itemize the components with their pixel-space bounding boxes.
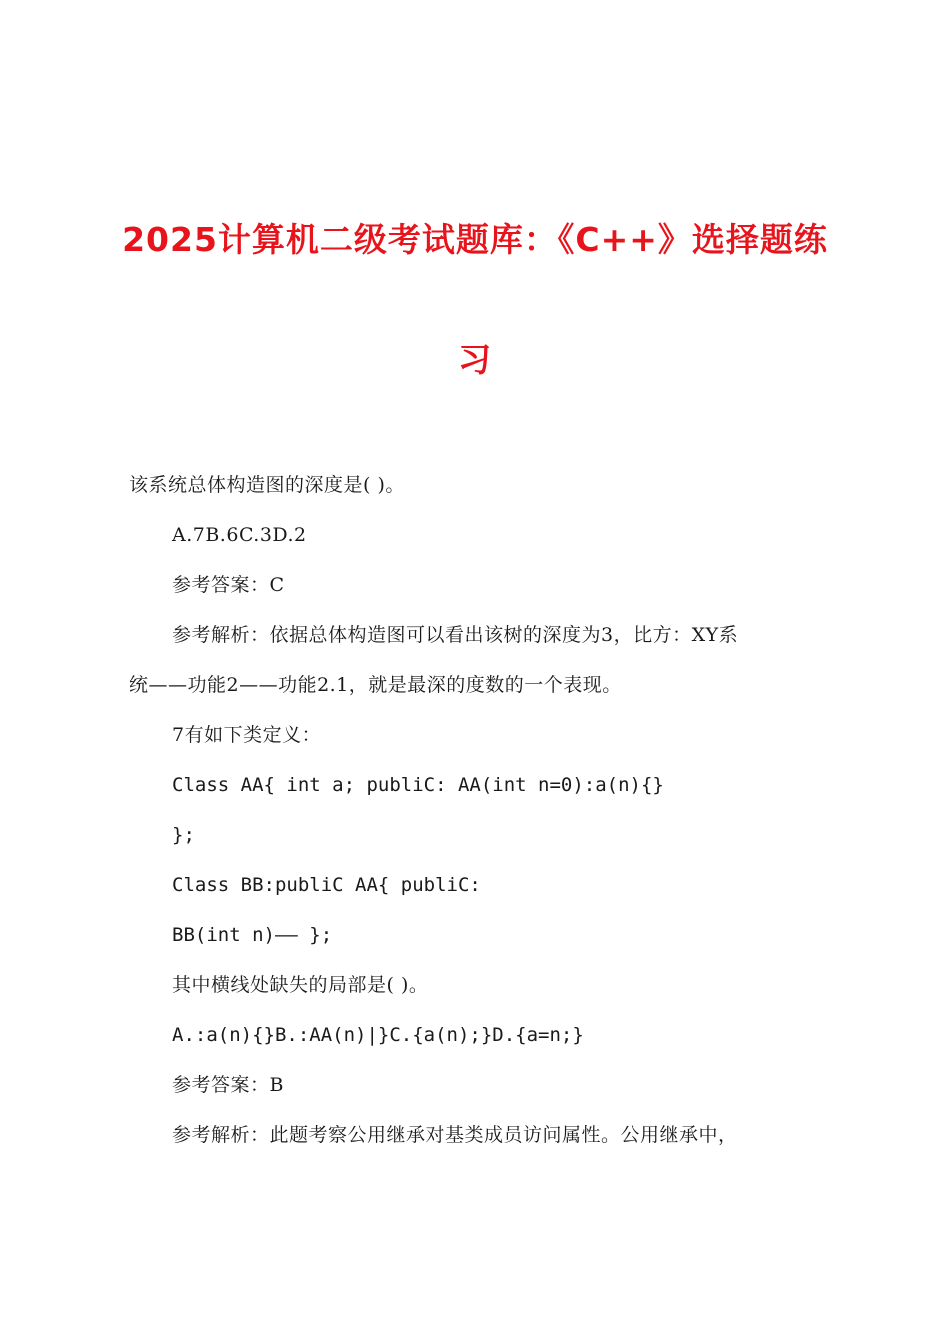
code-line-4: BB(int n)—— };	[172, 924, 333, 946]
reference-answer-7: 参考答案：B	[172, 1074, 284, 1096]
code-line-3: Class BB:publiC AA{ publiC:	[172, 874, 481, 896]
analysis-text: 参考解析：依据总体构造图可以看出该树的深度为3，比方：XY系	[172, 624, 739, 646]
question-7-text: 其中横线处缺失的局部是( )。	[172, 974, 429, 996]
question-7-options: A.:a(n){}B.:AA(n)|}C.{a(n);}D.{a=n;}	[172, 1024, 584, 1046]
answer-options: A.7B.6C.3D.2	[172, 524, 307, 546]
document-title-line-2: 习	[458, 340, 492, 379]
document-title-line-1: 2025计算机二级考试题库：《C++》选择题练	[122, 220, 828, 259]
code-line-1: Class AA{ int a; publiC: AA(int n=0):a(n){}	[172, 774, 664, 796]
question-7-intro: 7有如下类定义：	[172, 724, 322, 746]
reference-answer: 参考答案：C	[172, 574, 285, 596]
question-text: 该系统总体构造图的深度是( )。	[129, 474, 405, 496]
analysis-text-continued: 统——功能2——功能2.1，就是最深的度数的一个表现。	[129, 674, 622, 696]
analysis-text-7: 参考解析：此题考察公用继承对基类成员访问属性。公用继承中，	[172, 1124, 738, 1146]
code-line-2: };	[172, 824, 195, 846]
